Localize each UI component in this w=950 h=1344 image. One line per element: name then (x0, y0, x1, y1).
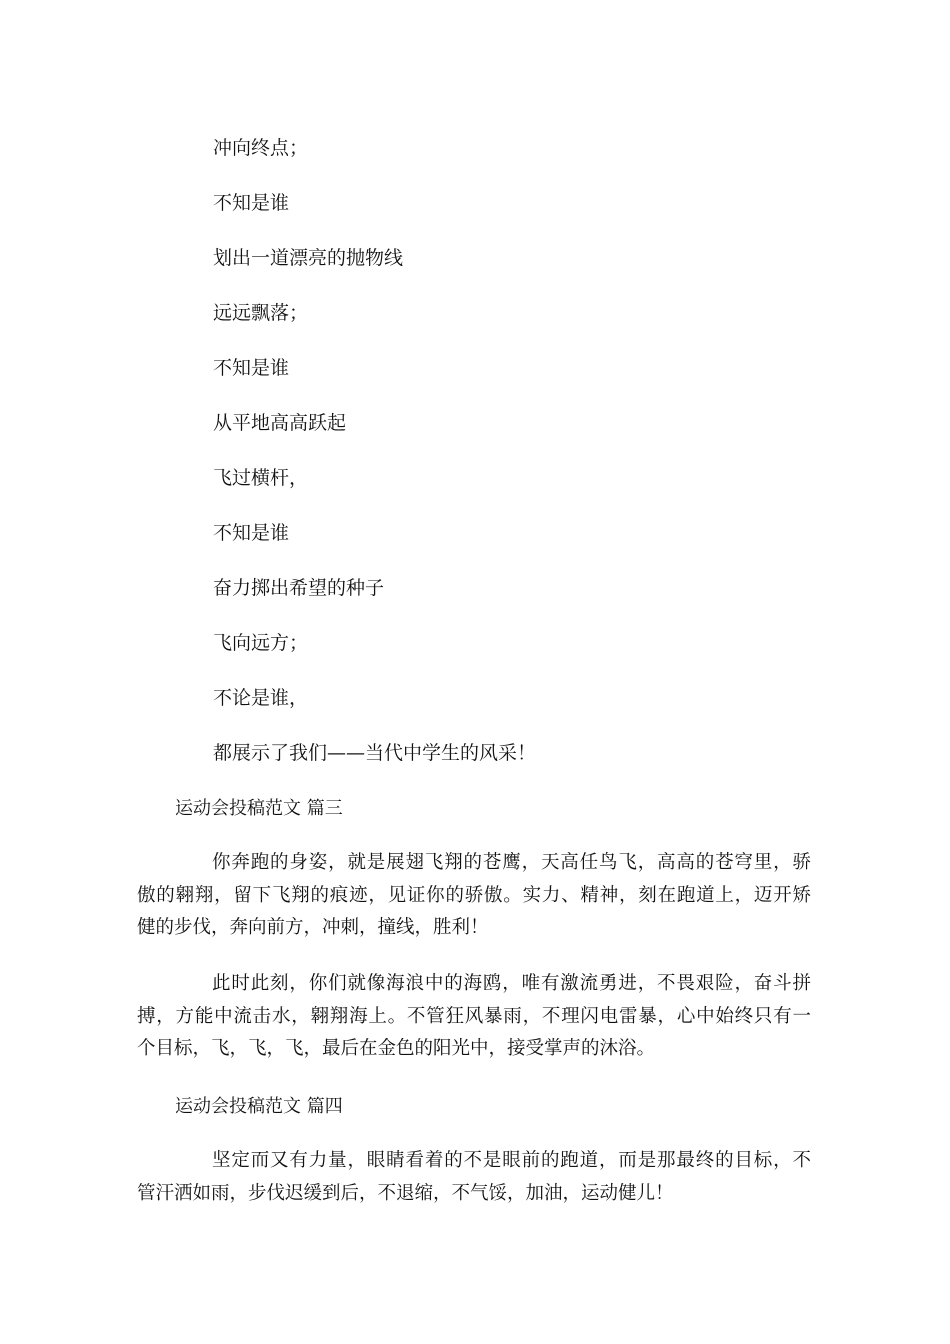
paragraph-line: 坚定而又有力量，眼睛看着的不是眼前的跑道，而是那最终的目标，不 (212, 1150, 811, 1171)
poem-line: 不知是谁 (213, 522, 290, 544)
paragraph-line: 健的步伐，奔向前方，冲刺，撞线，胜利！ (137, 917, 489, 938)
paragraph-line: 你奔跑的身姿，就是展翅飞翔的苍鹰，天高任鸟飞，高高的苍穹里，骄 (212, 852, 811, 873)
paragraph-line: 管汗洒如雨，步伐迟缓到后，不退缩，不气馁，加油，运动健儿！ (137, 1182, 674, 1204)
poem-line: 划出一道漂亮的抛物线 (213, 247, 404, 269)
paragraph-line: 搏，方能中流击水，翱翔海上。不管狂风暴雨，不理闪电雷暴，心中始终只有一 (137, 1005, 811, 1027)
poem-line: 从平地高高跃起 (213, 412, 347, 434)
poem-line: 冲向终点； (213, 137, 309, 159)
section-heading: 运动会投稿范文 篇四 (175, 1096, 343, 1117)
section-heading: 运动会投稿范文 篇三 (175, 798, 343, 819)
paragraph (137, 1145, 811, 1210)
poem-line: 飞向远方； (213, 632, 309, 654)
poem-line: 不知是谁 (213, 357, 290, 379)
poem-line: 不知是谁 (213, 192, 290, 214)
paragraph-line: 此时此刻，你们就像海浪中的海鸥，唯有激流勇进，不畏艰险，奋斗拼 (212, 973, 811, 994)
paragraph-line: 个目标，飞，飞，飞，最后在金色的阳光中，接受掌声的沐浴。 (137, 1038, 656, 1059)
poem-line: 不论是谁， (213, 687, 309, 709)
paragraph (137, 968, 811, 1066)
paragraph (137, 847, 811, 945)
poem-line: 飞过横杆， (213, 467, 309, 489)
poem-line: 远远飘落； (213, 302, 309, 324)
poem-line: 奋力掷出希望的种子 (213, 577, 385, 599)
poem-line: 都展示了我们——当代中学生的风采！ (213, 742, 537, 764)
paragraph-line: 傲的翱翔，留下飞翔的痕迹，见证你的骄傲。实力、精神，刻在跑道上，迈开矫 (137, 884, 811, 906)
